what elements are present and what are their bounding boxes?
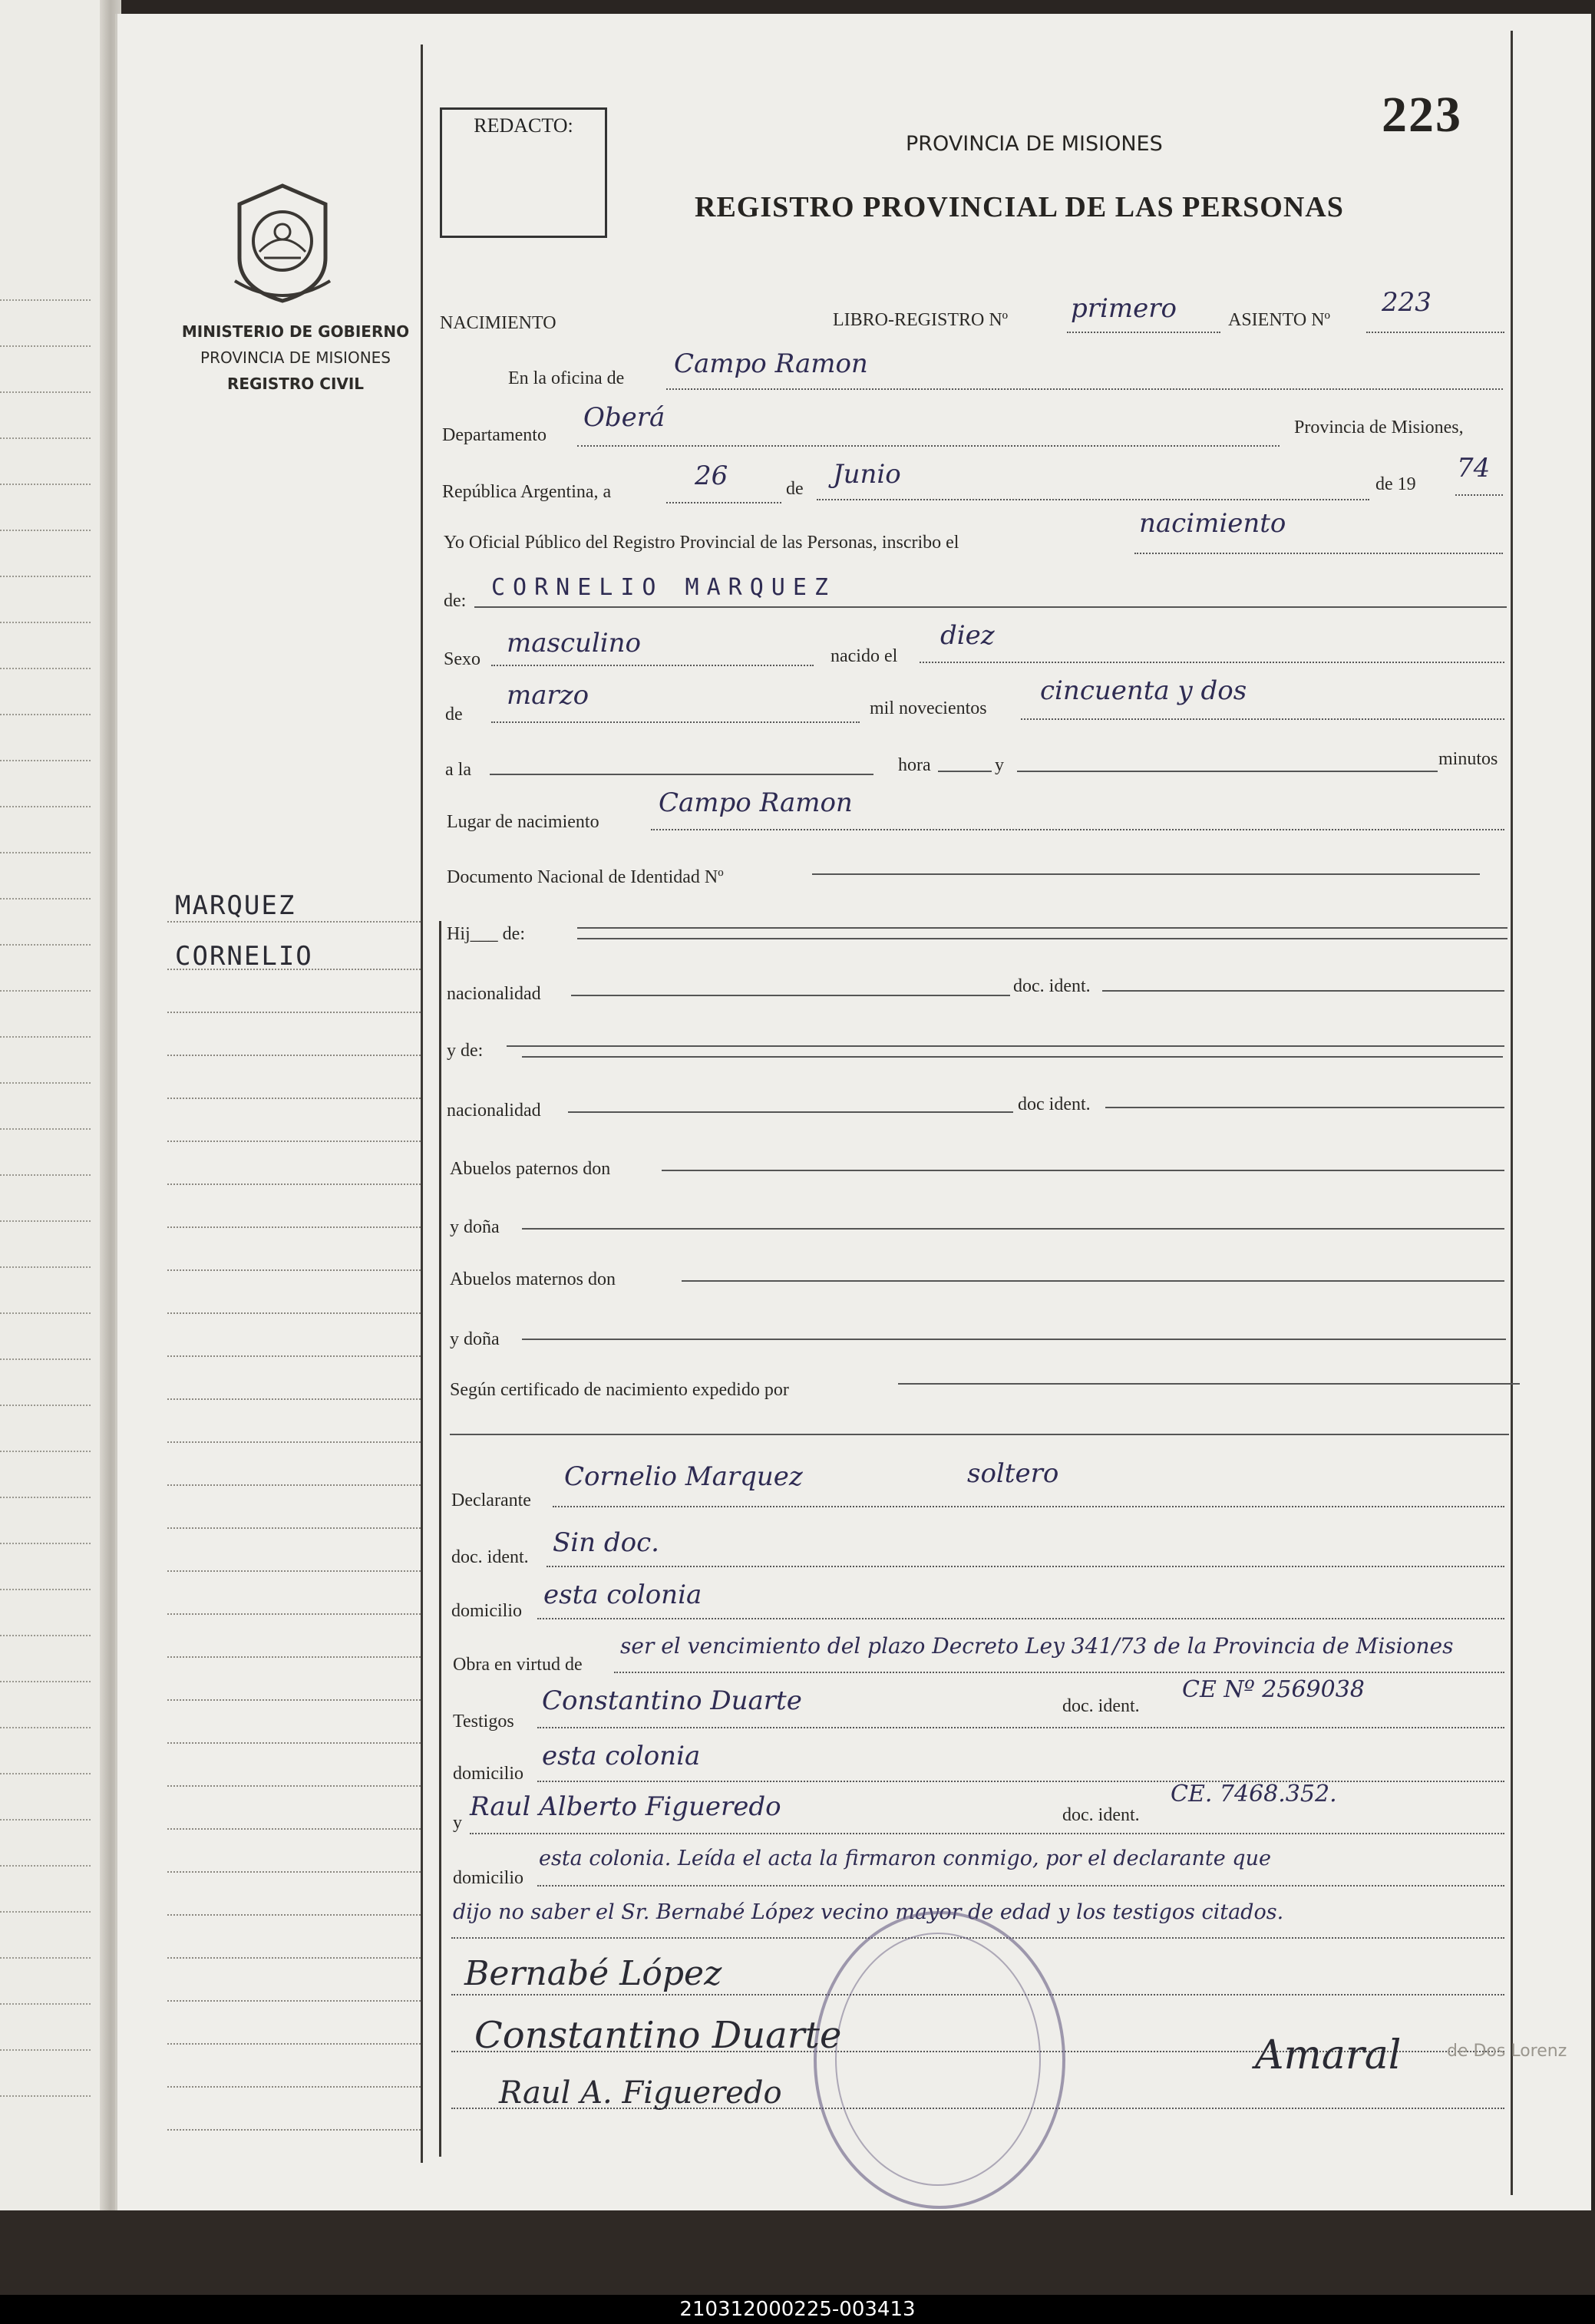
rule-line <box>0 1174 91 1176</box>
rule-line <box>0 1865 91 1867</box>
margin-rule <box>167 1828 421 1830</box>
hora-line <box>490 774 873 775</box>
domicilio3-line <box>537 1885 1504 1887</box>
margin-rule <box>167 1656 421 1658</box>
rule-line <box>0 990 91 992</box>
asiento-label: ASIENTO Nº <box>1228 310 1330 330</box>
margin-rule <box>167 1914 421 1916</box>
rule-line <box>0 1312 91 1314</box>
provincia-label: Provincia de Misiones, <box>1294 418 1464 437</box>
margin-rule <box>167 2000 421 2002</box>
margin-rule <box>167 1957 421 1959</box>
official-stamp <box>814 1911 1065 2209</box>
minutos-line <box>1017 771 1438 772</box>
ministry-province: PROVINCIA DE MISIONES <box>200 348 391 367</box>
doc-testigo2-value: CE. 7468.352. <box>1171 1781 1337 1807</box>
margin-rule <box>167 1785 421 1787</box>
ministry-header <box>146 319 445 397</box>
domicilio-label-3: domicilio <box>453 1868 523 1888</box>
mes-line <box>817 499 1369 500</box>
obra-line <box>614 1672 1504 1673</box>
margin-rule <box>167 1699 421 1701</box>
rule-line <box>0 852 91 853</box>
testigo2-line <box>470 1833 1504 1834</box>
rule-line <box>0 714 91 715</box>
redacto-box <box>440 107 607 238</box>
departamento-label: Departamento <box>442 425 547 445</box>
nacido-anio-value: cincuenta y dos <box>1040 675 1247 706</box>
signature-declarante-witness: Bernabé López <box>464 1954 722 1993</box>
domicilio-line <box>537 1618 1504 1619</box>
y-de-line-2 <box>522 1056 1503 1058</box>
signature-constantino: Constantino Duarte <box>474 2014 842 2057</box>
rule-line <box>0 1773 91 1774</box>
margin-rule <box>167 1141 421 1142</box>
margin-rule <box>167 1742 421 1744</box>
doc-ident-label-3: doc. ident. <box>451 1547 529 1567</box>
rule-line <box>0 806 91 807</box>
rule-line <box>0 1635 91 1636</box>
inner-divider <box>439 921 441 2157</box>
a-la-label: a la <box>445 760 471 780</box>
rule-line <box>0 1128 91 1130</box>
hora-mid-line <box>938 771 992 772</box>
sexo-value: masculino <box>507 628 642 659</box>
nacido-label: nacido el <box>831 646 898 666</box>
y-dona-line <box>522 1228 1504 1230</box>
republica-label: República Argentina, a <box>442 482 612 502</box>
margin-rule <box>167 1183 421 1185</box>
segun-label: Según certificado de nacimiento expedido por <box>450 1380 789 1400</box>
registry-title: REGISTRO PROVINCIAL DE LAS PERSONAS <box>695 191 1344 223</box>
nombre-line <box>474 606 1507 608</box>
nombre-label: de: <box>444 591 467 611</box>
domicilio-label: domicilio <box>451 1601 522 1621</box>
libro-label: LIBRO-REGISTRO Nº <box>833 310 1009 330</box>
mil-label: mil novecientos <box>870 698 987 718</box>
lugar-line <box>651 829 1504 830</box>
anio-label: de 19 <box>1375 474 1416 494</box>
rule-line <box>0 1036 91 1038</box>
rule-line <box>0 1266 91 1268</box>
nacionalidad-line-2 <box>568 1111 1013 1113</box>
rule-line <box>0 1405 91 1406</box>
signature-raul: Raul A. Figueredo <box>499 2075 782 2111</box>
ministry-registry: REGISTRO CIVIL <box>226 375 365 393</box>
declarante-line <box>553 1506 1504 1507</box>
doc-ident-label: doc. ident. <box>1013 976 1091 996</box>
minutos-label: minutos <box>1438 749 1498 769</box>
misiones-seal-icon <box>224 181 341 304</box>
rule-line <box>0 1358 91 1360</box>
nacido-line <box>920 662 1504 663</box>
rule-line <box>0 1220 91 1222</box>
segun-line <box>898 1383 1520 1385</box>
doc-testigo1-value: CE Nº 2569038 <box>1182 1676 1365 1703</box>
doc-declarante-value: Sin doc. <box>553 1527 659 1558</box>
abuelos-paternos-line <box>662 1170 1504 1171</box>
rule-line <box>0 1727 91 1728</box>
domicilio-testigo1-value: esta colonia <box>542 1741 701 1771</box>
rule-line <box>0 760 91 761</box>
de-label: de <box>786 479 804 499</box>
margin-rule <box>167 1012 421 1013</box>
doc-ident-label-5: doc. ident. <box>1062 1805 1140 1825</box>
rule-line <box>0 944 91 946</box>
libro-line <box>1067 332 1220 333</box>
domicilio-line2-value: dijo no saber el Sr. Bernabé López vecino mayor de edad y los testigos citados. <box>453 1900 1284 1924</box>
left-facing-page <box>0 0 115 2210</box>
documento-line <box>812 873 1480 875</box>
inscribo-value: nacimiento <box>1139 508 1286 539</box>
dia-line <box>666 502 781 503</box>
margin-rule <box>167 1613 421 1615</box>
margin-rule <box>167 1441 421 1443</box>
margin-rule <box>167 1055 421 1056</box>
inscribo-line <box>1134 553 1503 554</box>
stamp-inner-ring <box>835 1933 1041 2186</box>
doc-ident-label-2: doc ident. <box>1018 1094 1091 1114</box>
rule-line <box>0 1497 91 1498</box>
sexo-line <box>491 665 814 666</box>
departamento-line <box>577 445 1280 447</box>
rule-line <box>0 622 91 623</box>
libro-value: primero <box>1071 293 1177 324</box>
rule-line <box>0 1082 91 1084</box>
rule-line <box>0 576 91 577</box>
domicilio-declarante-value: esta colonia <box>543 1580 702 1610</box>
testigo1-line <box>537 1727 1504 1728</box>
nombre-value: CORNELIO MARQUEZ <box>491 574 836 601</box>
y-dona-line-2 <box>522 1339 1506 1340</box>
margin-rule <box>167 1226 421 1228</box>
lugar-value: Campo Ramon <box>659 787 853 818</box>
testigo1-value: Constantino Duarte <box>542 1685 802 1716</box>
departamento-value: Oberá <box>583 402 665 433</box>
testigo2-value: Raul Alberto Figueredo <box>470 1791 781 1822</box>
margin-rule <box>167 921 421 923</box>
abuelos-paternos-label: Abuelos paternos don <box>450 1159 611 1179</box>
y-label: y <box>995 755 1004 775</box>
oficina-value: Campo Ramon <box>674 348 868 379</box>
rule-line <box>0 299 91 301</box>
margin-rule <box>167 1269 421 1271</box>
ministry-line: MINISTERIO DE GOBIERNO <box>181 322 410 341</box>
y-label-2: y <box>453 1813 462 1833</box>
segun-line-2 <box>450 1434 1509 1435</box>
estado-value: soltero <box>967 1458 1059 1489</box>
rule-line <box>0 1589 91 1590</box>
nacionalidad-label: nacionalidad <box>447 984 541 1004</box>
margin-rule <box>167 2129 421 2131</box>
margin-rule <box>167 1570 421 1572</box>
declarante-label: Declarante <box>451 1490 531 1510</box>
margin-rule <box>167 1312 421 1314</box>
nacido-anio-line <box>1021 718 1504 720</box>
declarante-value: Cornelio Marquez <box>564 1461 803 1492</box>
hijo-label: Hij___ de: <box>447 924 525 944</box>
rule-line <box>0 530 91 531</box>
margin-given-name: CORNELIO <box>175 941 313 972</box>
margin-rule <box>167 2043 421 2045</box>
rule-line <box>0 1911 91 1913</box>
oficina-line <box>666 388 1503 390</box>
anio-line <box>1455 494 1503 496</box>
rule-line <box>0 391 91 393</box>
rule-line <box>0 1543 91 1544</box>
image-id-caption: 210312000225-003413 <box>0 2295 1595 2324</box>
oficina-label: En la oficina de <box>508 368 625 388</box>
abuelos-maternos-line <box>682 1280 1504 1282</box>
nacido-mes-value: marzo <box>507 680 589 711</box>
margin-rule <box>167 1098 421 1099</box>
doc-declarante-line <box>547 1566 1504 1567</box>
rule-line <box>0 1957 91 1959</box>
y-de-line <box>507 1045 1504 1047</box>
nacimiento-label: NACIMIENTO <box>440 313 556 333</box>
y-dona-label-2: y doña <box>450 1329 500 1349</box>
margin-rule <box>167 1527 421 1529</box>
signature-official: Amaral <box>1255 2032 1402 2078</box>
rule-line <box>0 2095 91 2097</box>
inscribo-label: Yo Oficial Público del Registro Provincial de las Personas, inscribo el <box>444 533 959 553</box>
doc-ident-label-4: doc. ident. <box>1062 1696 1140 1716</box>
mes-value: Junio <box>833 459 901 490</box>
side-stamp-text: de Dos Lorenz <box>1447 2042 1567 2061</box>
lugar-label: Lugar de nacimiento <box>447 812 599 832</box>
rule-line <box>0 484 91 485</box>
abuelos-maternos-label: Abuelos maternos don <box>450 1269 616 1289</box>
dia-value: 26 <box>695 461 728 491</box>
y-de-label: y de: <box>447 1041 484 1061</box>
margin-rule <box>167 1355 421 1357</box>
asiento-line <box>1366 332 1504 333</box>
rule-line <box>0 2049 91 2051</box>
entry-number: 223 <box>1382 87 1462 143</box>
obra-value: ser el vencimiento del plazo Decreto Ley 341/73 de la Provincia de Misiones <box>620 1633 1454 1659</box>
rule-line <box>0 668 91 669</box>
margin-surname: MARQUEZ <box>175 890 296 921</box>
margin-rule <box>167 1398 421 1400</box>
province-heading: PROVINCIA DE MISIONES <box>906 132 1163 156</box>
rule-line <box>0 1819 91 1821</box>
rule-line <box>0 1681 91 1682</box>
documento-label: Documento Nacional de Identidad Nº <box>447 867 724 887</box>
margin-rule <box>167 1484 421 1486</box>
mes-label: de <box>445 705 463 725</box>
rule-line <box>0 1451 91 1452</box>
anio-value: 74 <box>1457 453 1491 484</box>
right-border <box>1511 31 1513 2195</box>
testigos-label: Testigos <box>453 1712 514 1731</box>
y-dona-label: y doña <box>450 1217 500 1237</box>
doc-ident-line <box>1102 990 1504 992</box>
domicilio2-line <box>537 1781 1504 1782</box>
rule-line <box>0 898 91 900</box>
rule-line <box>0 345 91 347</box>
hora-label: hora <box>898 755 931 775</box>
margin-rule <box>167 2086 421 2088</box>
sexo-label: Sexo <box>444 649 480 669</box>
nacido-dia-value: diez <box>940 620 995 651</box>
hijo-line <box>577 927 1507 929</box>
nacionalidad-line <box>571 995 1010 996</box>
table-surface <box>0 2210 1595 2295</box>
hijo-line-2 <box>577 938 1507 939</box>
domicilio-line1-value: esta colonia. Leída el acta la firmaron conmigo, por el declarante que <box>539 1847 1271 1870</box>
margin-rule <box>167 1871 421 1873</box>
rule-line <box>0 437 91 439</box>
obra-label: Obra en virtud de <box>453 1655 583 1675</box>
rule-line <box>0 2003 91 2005</box>
nacionalidad-label-2: nacionalidad <box>447 1101 541 1121</box>
doc-ident-line-2 <box>1105 1107 1504 1108</box>
nacido-mes-line <box>491 721 860 723</box>
asiento-value: 223 <box>1382 287 1432 318</box>
redacto-label: REDACTO: <box>474 114 573 137</box>
domicilio-label-2: domicilio <box>453 1764 523 1784</box>
